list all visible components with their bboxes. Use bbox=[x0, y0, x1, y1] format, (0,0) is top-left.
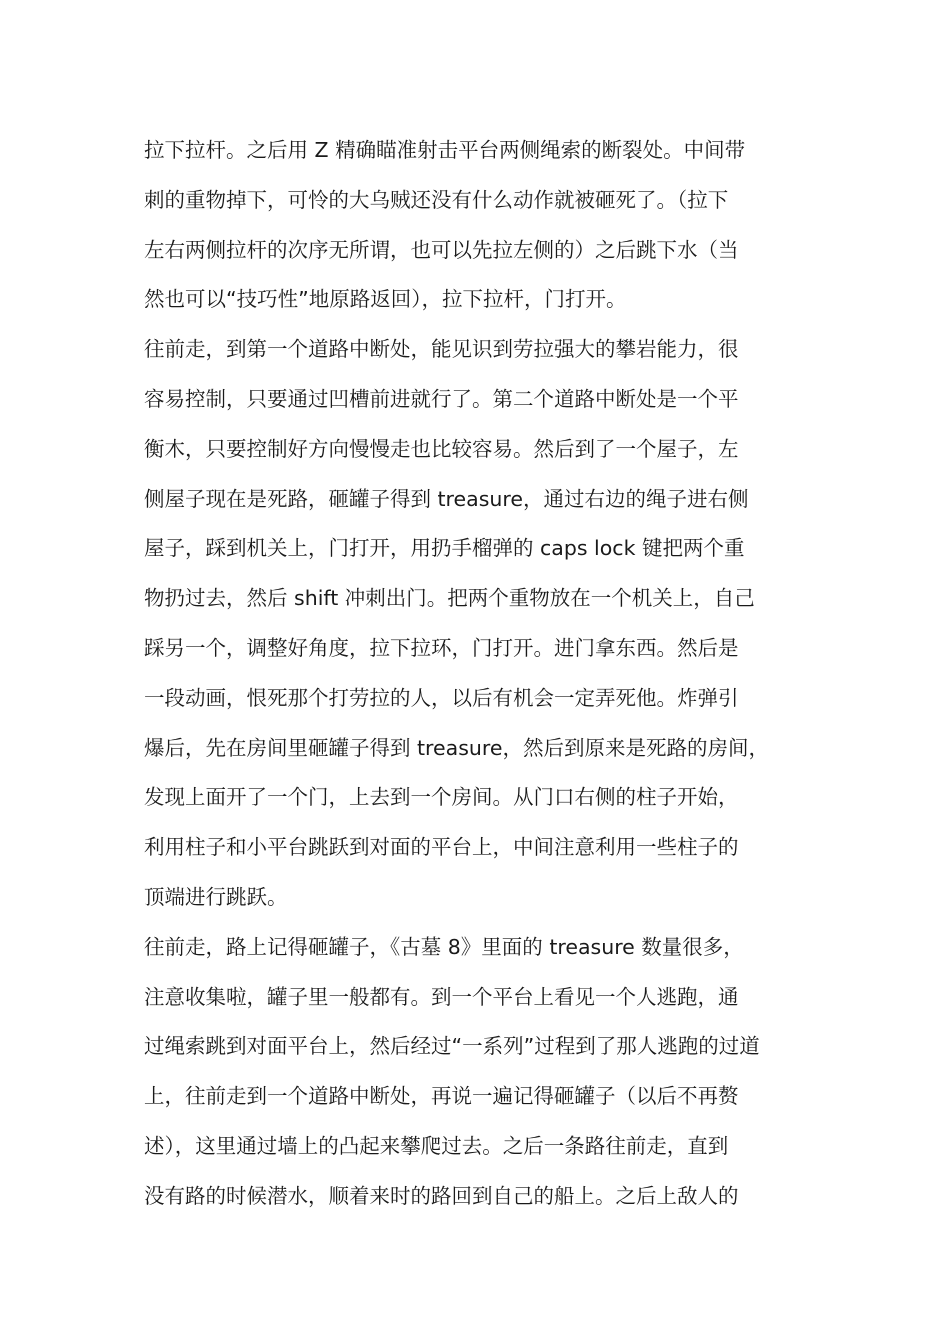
paragraph-2 bbox=[144, 325, 834, 923]
text-line: 侧屋子现在是死路，砸罐子得到 treasure，通过右边的绳子进右侧 bbox=[144, 486, 749, 511]
text-line: 往前走，路上记得砸罐子，《古墓 8》里面的 treasure 数量很多， bbox=[144, 934, 744, 959]
text-line: 注意收集啦，罐子里一般都有。到一个平台上看见一个人逃跑，通 bbox=[144, 984, 739, 1009]
text-line: 一段动画，恨死那个打劳拉的人，以后有机会一定弄死他。炸弹引 bbox=[144, 685, 739, 710]
paragraph-1 bbox=[144, 126, 834, 325]
text-line: 衡木，只要控制好方向慢慢走也比较容易。然后到了一个屋子，左 bbox=[144, 436, 739, 461]
document-body bbox=[144, 126, 834, 1222]
text-line: 利用柱子和小平台跳跃到对面的平台上，中间注意利用一些柱子的 bbox=[144, 835, 739, 860]
text-line: 踩另一个，调整好角度，拉下拉环，门打开。进门拿东西。然后是 bbox=[144, 635, 739, 660]
paragraph-3 bbox=[144, 923, 834, 1222]
text-line: 述），这里通过墙上的凸起来攀爬过去。之后一条路往前走，直到 bbox=[144, 1133, 729, 1158]
text-line: 往前走，到第一个道路中断处，能见识到劳拉强大的攀岩能力，很 bbox=[144, 337, 739, 362]
text-line: 爆后，先在房间里砸罐子得到 treasure，然后到原来是死路的房间， bbox=[144, 735, 769, 760]
text-line: 拉下拉杆。之后用 Z 精确瞄准射击平台两侧绳索的断裂处。中间带 bbox=[144, 138, 746, 162]
text-line: 发现上面开了一个门，上去到一个房间。从门口右侧的柱子开始， bbox=[144, 785, 739, 810]
text-line: 容易控制，只要通过凹槽前进就行了。第二个道路中断处是一个平 bbox=[144, 386, 739, 411]
text-line: 上，往前走到一个道路中断处，再说一遍记得砸罐子（以后不再赘 bbox=[144, 1084, 739, 1109]
text-line: 过绳索跳到对面平台上，然后经过“一系列”过程到了那人逃跑的过道 bbox=[144, 1034, 760, 1059]
text-line: 屋子，踩到机关上，门打开，用扔手榴弹的 caps lock 键把两个重 bbox=[144, 536, 745, 561]
text-line: 顶端进行跳跃。 bbox=[144, 884, 288, 909]
text-line: 刺的重物掉下，可怜的大乌贼还没有什么动作就被砸死了。（拉下 bbox=[144, 187, 729, 212]
text-line: 物扔过去，然后 shift 冲刺出门。把两个重物放在一个机关上，自己 bbox=[144, 586, 755, 611]
text-line: 然也可以“技巧性”地原路返回），拉下拉杆，门打开。 bbox=[144, 287, 627, 312]
text-line: 没有路的时候潜水，顺着来时的路回到自己的船上。之后上敌人的 bbox=[144, 1183, 739, 1208]
text-line: 左右两侧拉杆的次序无所谓，也可以先拉左侧的）之后跳下水（当 bbox=[144, 237, 739, 262]
